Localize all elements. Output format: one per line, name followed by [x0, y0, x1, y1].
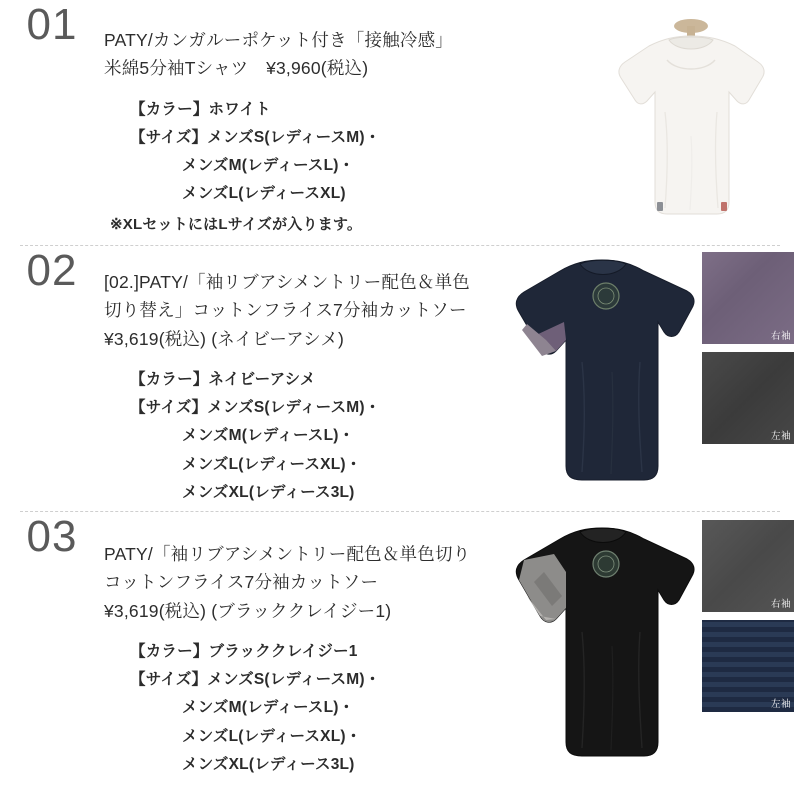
- product-item-02: [0, 246, 800, 511]
- product-title-03-line1: PATY/「袖リブアシメントリー配色＆単色切り: [104, 544, 471, 564]
- swatch-right-sleeve-03: [702, 520, 794, 612]
- product-title-02-line1: [02.]PATY/「袖リブアシメントリー配色＆単色: [104, 272, 470, 292]
- product-title-01-line1: PATY/カンガルーポケット付き「接触冷感」: [104, 30, 453, 50]
- product-size-01: 【サイズ】メンズS(レディースM)・: [130, 128, 381, 146]
- product-number-02: 02: [26, 246, 78, 295]
- product-size-02-line4: メンズXL(レディース3L): [182, 483, 355, 501]
- product-size-03-line4: メンズXL(レディース3L): [182, 755, 355, 773]
- swatch-label-right-03: 右袖: [770, 599, 791, 610]
- product-title-01-line2: 米綿5分袖Tシャツ ¥3,960(税込): [104, 58, 369, 79]
- product-note-01: ※XLセットにはLサイズが入ります。: [110, 215, 363, 233]
- swatch-right-sleeve-02: [702, 252, 794, 344]
- product-title-02-line3: ¥3,619(税込) (ネイビーアシメ): [104, 328, 345, 349]
- swatch-left-sleeve-02: [702, 352, 794, 444]
- product-size-02-line2: メンズM(レディースL)・: [182, 427, 355, 445]
- product-number-01: 01: [26, 0, 78, 49]
- swatch-label-right-02: 右袖: [770, 331, 791, 342]
- product-color-02: 【カラー】ネイビーアシメ: [130, 371, 316, 389]
- product-photo-03: [494, 520, 794, 792]
- swatch-left-sleeve-03: [702, 620, 794, 712]
- white-tshirt-image: [605, 16, 777, 226]
- product-item-03: [0, 512, 800, 800]
- product-size-03: 【サイズ】メンズS(レディースM)・: [130, 671, 381, 689]
- product-title-02-line2: 切り替え」コットンフライス7分袖カットソー: [104, 300, 467, 321]
- product-size-02-line3: メンズL(レディースXL)・: [182, 455, 362, 473]
- product-photo-02: [494, 252, 794, 502]
- product-number-03: 03: [26, 512, 78, 561]
- product-size-02: 【サイズ】メンズS(レディースM)・: [130, 399, 381, 417]
- product-photo-01: [589, 8, 794, 236]
- product-size-01-line2: メンズM(レディースL)・: [182, 157, 355, 175]
- swatch-label-left-03: 左袖: [770, 699, 791, 710]
- navy-longsleeve-image: [494, 252, 704, 492]
- product-title-03-line3: ¥3,619(税込) (ブラッククレイジー1): [104, 600, 392, 621]
- product-size-03-line2: メンズM(レディースL)・: [182, 699, 355, 717]
- swatch-label-left-02: 左袖: [770, 431, 791, 442]
- product-item-01: [0, 0, 800, 245]
- product-size-03-line3: メンズL(レディースXL)・: [182, 727, 362, 745]
- product-title-03-line2: コットンフライス7分袖カットソー: [104, 572, 379, 593]
- black-crazy-longsleeve-image: [494, 520, 704, 770]
- product-color-03: 【カラー】ブラッククレイジー1: [130, 643, 358, 661]
- product-color-01: 【カラー】ホワイト: [130, 100, 271, 118]
- product-size-01-line3: メンズL(レディースXL): [182, 185, 346, 203]
